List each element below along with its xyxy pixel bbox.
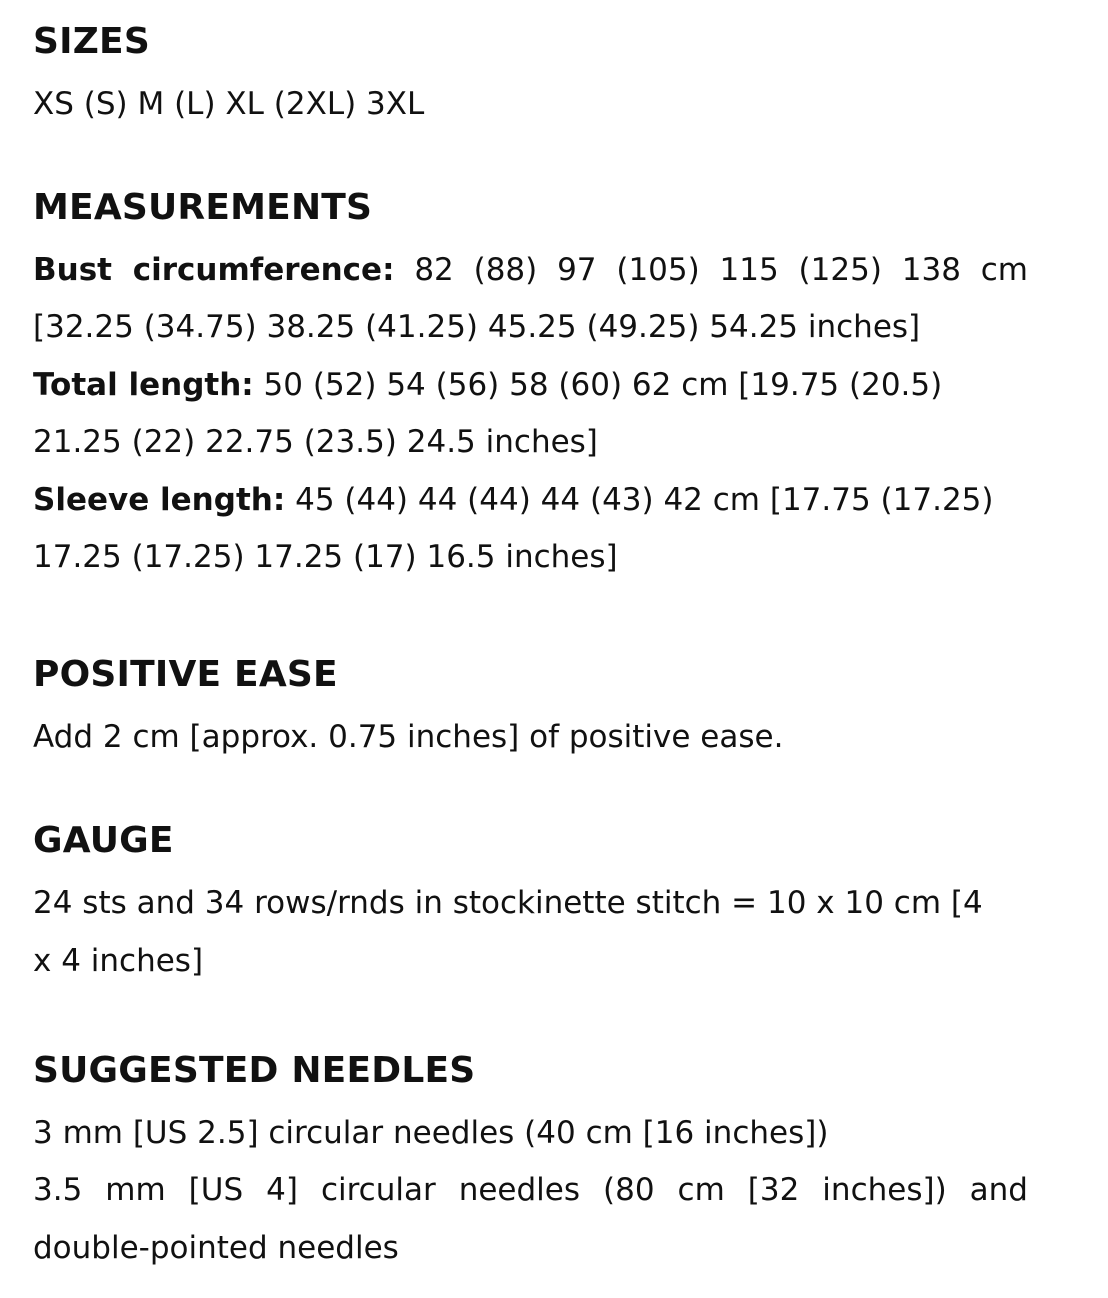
gauge-line-1: 24 sts and 34 rows/rnds in stockinette stitch = 10 x 10 cm [4 bbox=[33, 885, 983, 921]
bust-circumference-inches: [32.25 (34.75) 38.25 (41.25) 45.25 (49.25) 54.25 inches] bbox=[33, 309, 921, 345]
suggested-needles-heading: SUGGESTED NEEDLES bbox=[33, 1050, 476, 1091]
total-length-values: 50 (52) 54 (56) 58 (60) 62 cm [19.75 (20.5) bbox=[263, 367, 943, 403]
positive-ease-heading: POSITIVE EASE bbox=[33, 654, 338, 695]
total-length-line bbox=[33, 365, 1028, 405]
needles-line-3: double-pointed needles bbox=[33, 1230, 399, 1266]
needles-line-1: 3 mm [US 2.5] circular needles (40 cm [16 inches]) bbox=[33, 1115, 829, 1151]
sleeve-length-line bbox=[33, 480, 1028, 520]
gauge-heading: GAUGE bbox=[33, 820, 174, 861]
bust-circumference-label: Bust circumference: bbox=[33, 252, 395, 288]
sleeve-length-values: 45 (44) 44 (44) 44 (43) 42 cm [17.75 (17.25) bbox=[295, 482, 994, 518]
bust-circumference-cm: 82 (88) 97 (105) 115 (125) 138 cm bbox=[414, 252, 1028, 288]
sleeve-length-inches: 17.25 (17.25) 17.25 (17) 16.5 inches] bbox=[33, 539, 618, 575]
total-length-inches: 21.25 (22) 22.75 (23.5) 24.5 inches] bbox=[33, 424, 598, 460]
sizes-text: XS (S) M (L) XL (2XL) 3XL bbox=[33, 86, 425, 122]
sizes-heading: SIZES bbox=[33, 21, 150, 62]
measurements-heading: MEASUREMENTS bbox=[33, 187, 373, 228]
needles-line-2: 3.5 mm [US 4] circular needles (80 cm [32 inches]) and bbox=[33, 1172, 1028, 1208]
gauge-line-2: x 4 inches] bbox=[33, 943, 204, 979]
sleeve-length-label: Sleeve length: bbox=[33, 482, 286, 518]
bust-circumference-line bbox=[33, 250, 1028, 290]
positive-ease-text: Add 2 cm [approx. 0.75 inches] of positive ease. bbox=[33, 719, 784, 755]
total-length-label: Total length: bbox=[33, 367, 254, 403]
